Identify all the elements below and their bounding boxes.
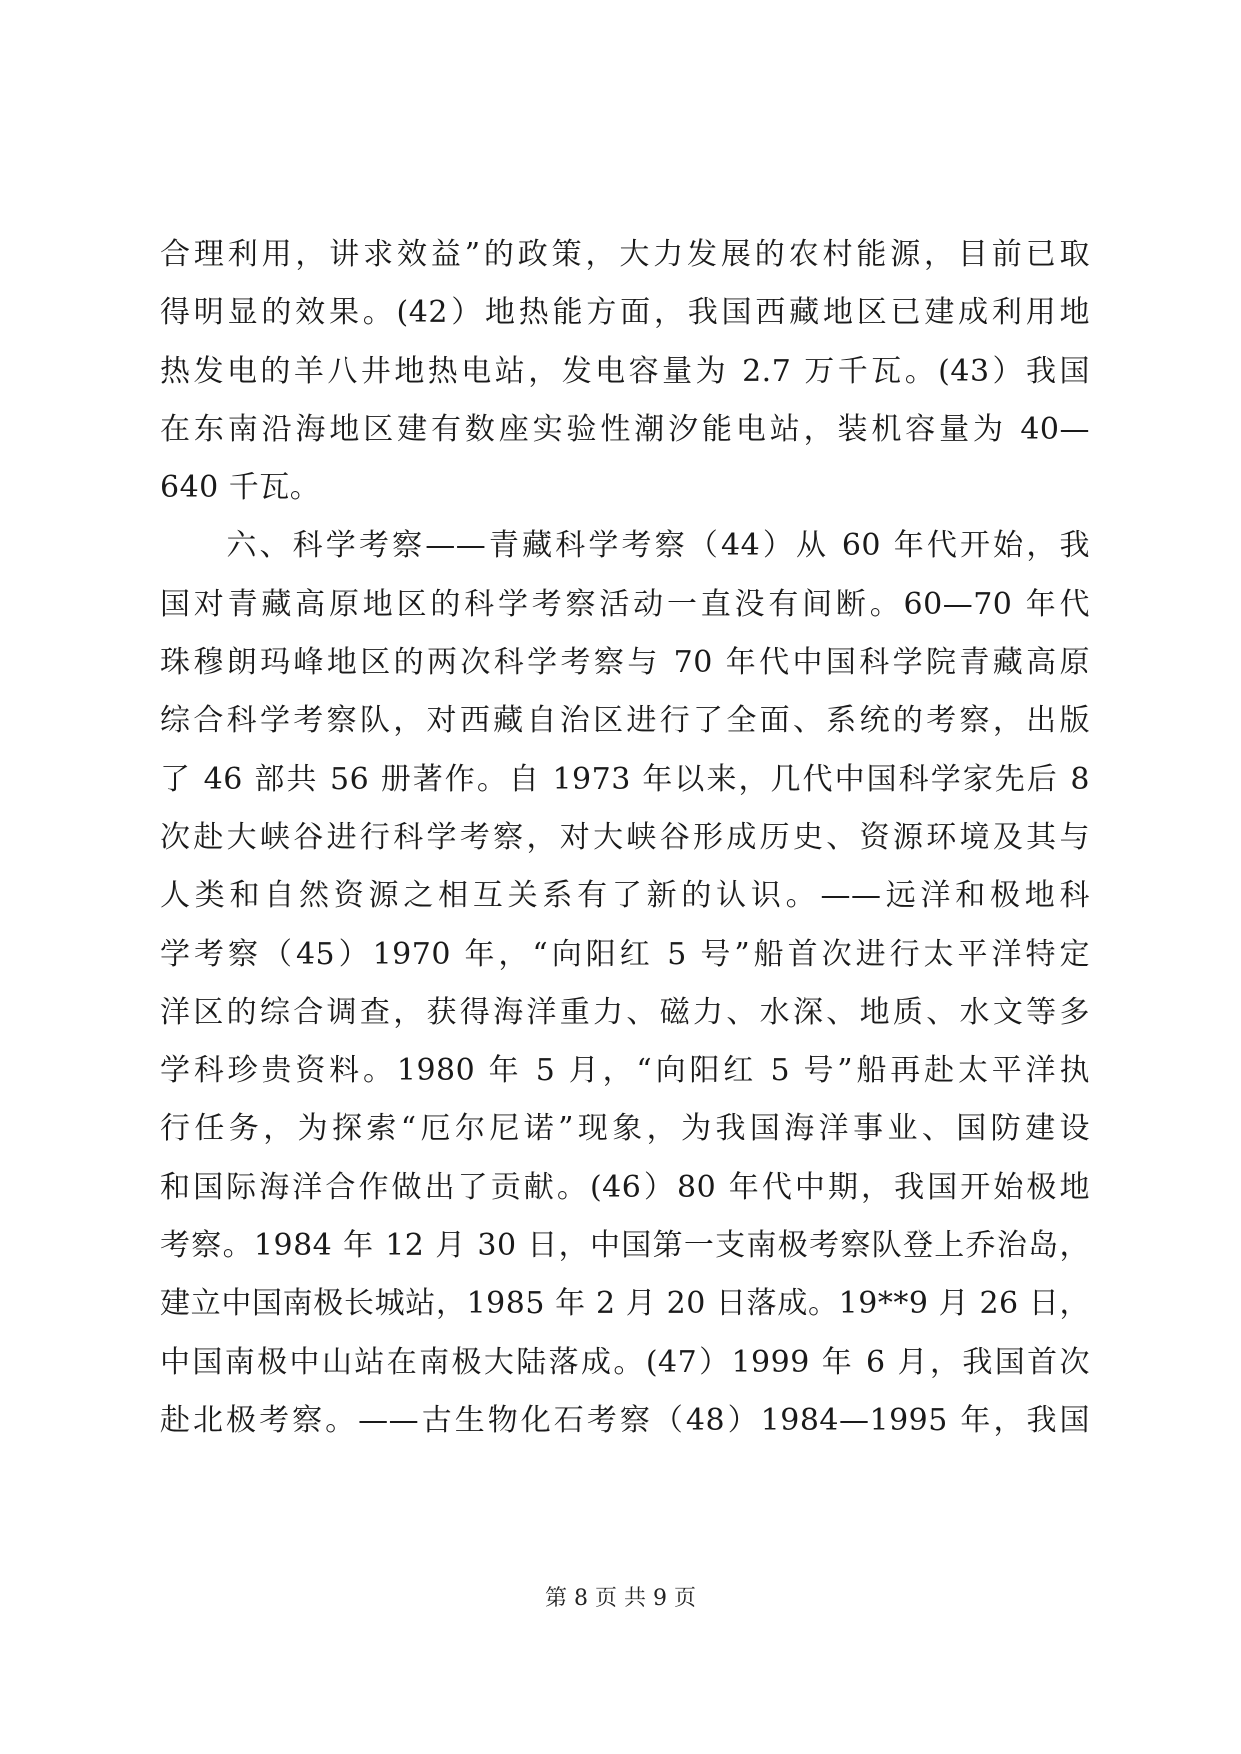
text-line: 学科珍贵资料。1980 年 5 月，“向阳红 5 号”船再赴太平洋执 <box>160 1053 1090 1089</box>
text-line: 赴北极考察。——古生物化石考察（48）1984—1995 年，我国 <box>160 1402 1090 1438</box>
text-line: 人类和自然资源之相互关系有了新的认识。——远洋和极地科 <box>160 878 1090 914</box>
text-line: 640 千瓦。 <box>160 470 321 506</box>
text-line: 洋区的综合调查，获得海洋重力、磁力、水深、地质、水文等多 <box>160 994 1090 1030</box>
text-line: 热发电的羊八井地热电站，发电容量为 2.7 万千瓦。(43）我国 <box>160 353 1090 389</box>
text-line: 综合科学考察队，对西藏自治区进行了全面、系统的考察，出版 <box>160 703 1090 739</box>
page-number-footer: 第 8 页 共 9 页 <box>545 1586 696 1611</box>
text-line: 得明显的效果。(42）地热能方面，我国西藏地区已建成利用地 <box>160 295 1090 331</box>
text-line: 学考察（45）1970 年，“向阳红 5 号”船首次进行太平洋特定 <box>160 936 1090 972</box>
text-line: 了 46 部共 56 册著作。自 1973 年以来，几代中国科学家先后 8 <box>160 761 1090 797</box>
body-text <box>160 226 1090 1450</box>
text-line: 合理利用，讲求效益”的政策，大力发展的农村能源，目前已取 <box>160 237 1090 272</box>
text-line: 六、科学考察——青藏科学考察（44）从 60 年代开始，我 <box>160 528 1090 564</box>
text-line: 国对青藏高原地区的科学考察活动一直没有间断。60—70 年代 <box>160 586 1090 622</box>
text-line: 在东南沿海地区建有数座实验性潮汐能电站，装机容量为 40— <box>160 411 1090 447</box>
text-line: 次赴大峡谷进行科学考察，对大峡谷形成历史、资源环境及其与 <box>160 819 1090 855</box>
text-line: 行任务，为探索“厄尔尼诺”现象，为我国海洋事业、国防建设 <box>160 1111 1090 1147</box>
text-line: 和国际海洋合作做出了贡献。(46）80 年代中期，我国开始极地 <box>160 1169 1090 1205</box>
text-line: 考察。1984 年 12 月 30 日，中国第一支南极考察队登上乔治岛， <box>160 1228 1090 1264</box>
text-line: 建立中国南极长城站，1985 年 2 月 20 日落成。19**9 月 26 日， <box>160 1286 1090 1322</box>
text-line: 中国南极中山站在南极大陆落成。(47）1999 年 6 月，我国首次 <box>160 1344 1090 1380</box>
text-line: 珠穆朗玛峰地区的两次科学考察与 70 年代中国科学院青藏高原 <box>160 645 1090 681</box>
